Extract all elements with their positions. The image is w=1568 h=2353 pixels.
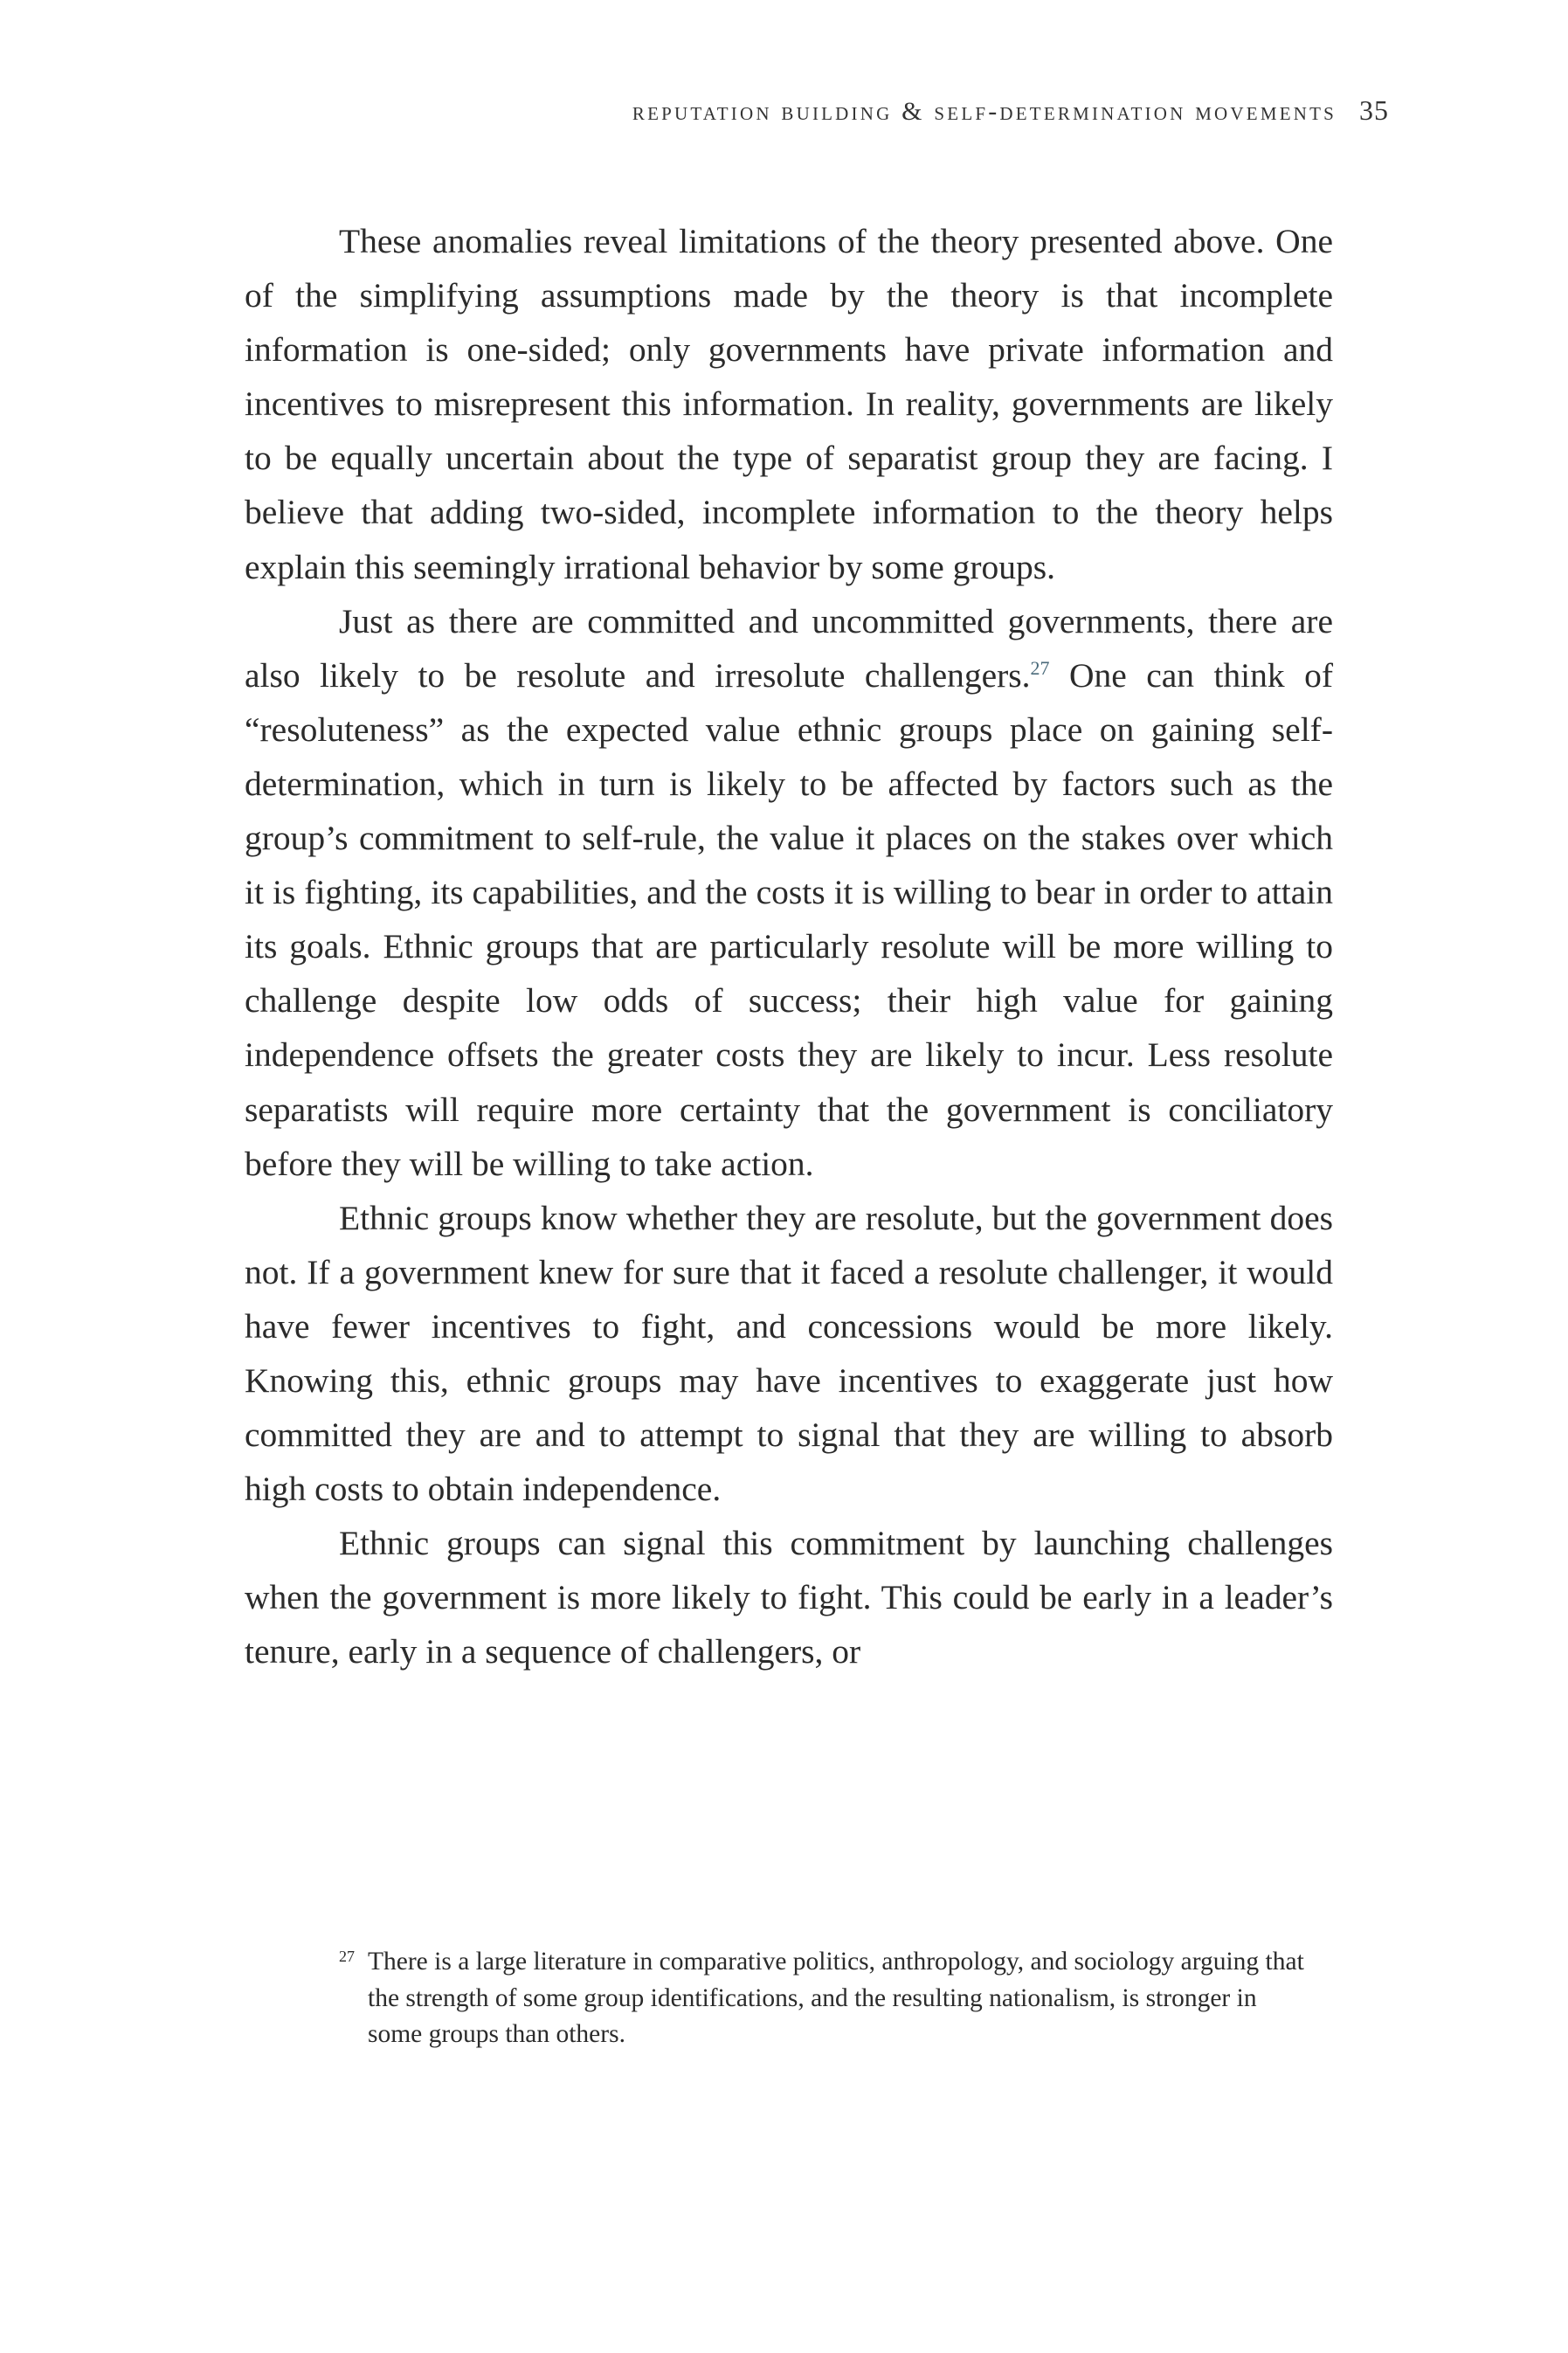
footnote-reference[interactable]: 27 bbox=[1030, 656, 1050, 679]
paragraph-4: Ethnic groups can signal this commitment by launching challenges when the government is more likely to fight. This could be early in a leader’s tenure, early in a sequence of challengers, or bbox=[245, 1524, 1333, 1671]
paragraph-2 bbox=[245, 594, 1333, 1191]
paragraph-1: These anomalies reveal limitations of the theory presented above. One of the simplifying assumptions made by the theory is that incomplete information is one-sided; only governments have private information and incentives to misrepresent this information. In reality, governments are likely to be equally uncertain about the type of separatist group they are facing. I believe that adding two-sided, incomplete information to the theory helps explain this seemingly irrational behavior by some groups. bbox=[245, 222, 1333, 586]
main-text bbox=[245, 214, 1333, 1679]
running-head bbox=[245, 94, 1389, 127]
footnote-number: 27 bbox=[339, 1948, 355, 1965]
paragraph-3: Ethnic groups know whether they are resolute, but the government does not. If a government knew for sure that it faced a resolute challenger, it would have fewer incentives to fight, and concessions would be more likely. Knowing this, ethnic groups may have incentives to exaggerate just how committed they are and to attempt to signal that they are willing to absorb high costs to obtain independence. bbox=[245, 1198, 1333, 1509]
paragraph-2-rest: One can think of “resoluteness” as the expected value ethnic groups place on gaining self-determination, which in turn is likely to be affected by factors such as the group’s commitment to self-rule, the value it places on the stakes over which it is fighting, its capabilities, and the costs it is willing to bear in order to attain its goals. Ethnic groups that are particularly resolute will be more willing to challenge despite low odds of success; their high value for gaining independence offsets the greater costs they are likely to incur. Less resolute separatists will require more certainty that the government is conciliatory before they will be willing to take action. bbox=[245, 655, 1333, 1183]
footnote-text: There is a large literature in comparative politics, anthropology, and sociology arguing that the strength of some group identifications, and the resulting nationalism, is stronger in some groups than others. bbox=[368, 1948, 1304, 2048]
running-title: reputation building & self-determination movements bbox=[632, 97, 1337, 126]
paragraph-2-start: Just as there are committed and uncommitted governments, there are also likely to be resolute and irresolute challengers. bbox=[245, 601, 1333, 695]
page-number: 35 bbox=[1359, 94, 1389, 126]
footnote bbox=[339, 1944, 1317, 2053]
